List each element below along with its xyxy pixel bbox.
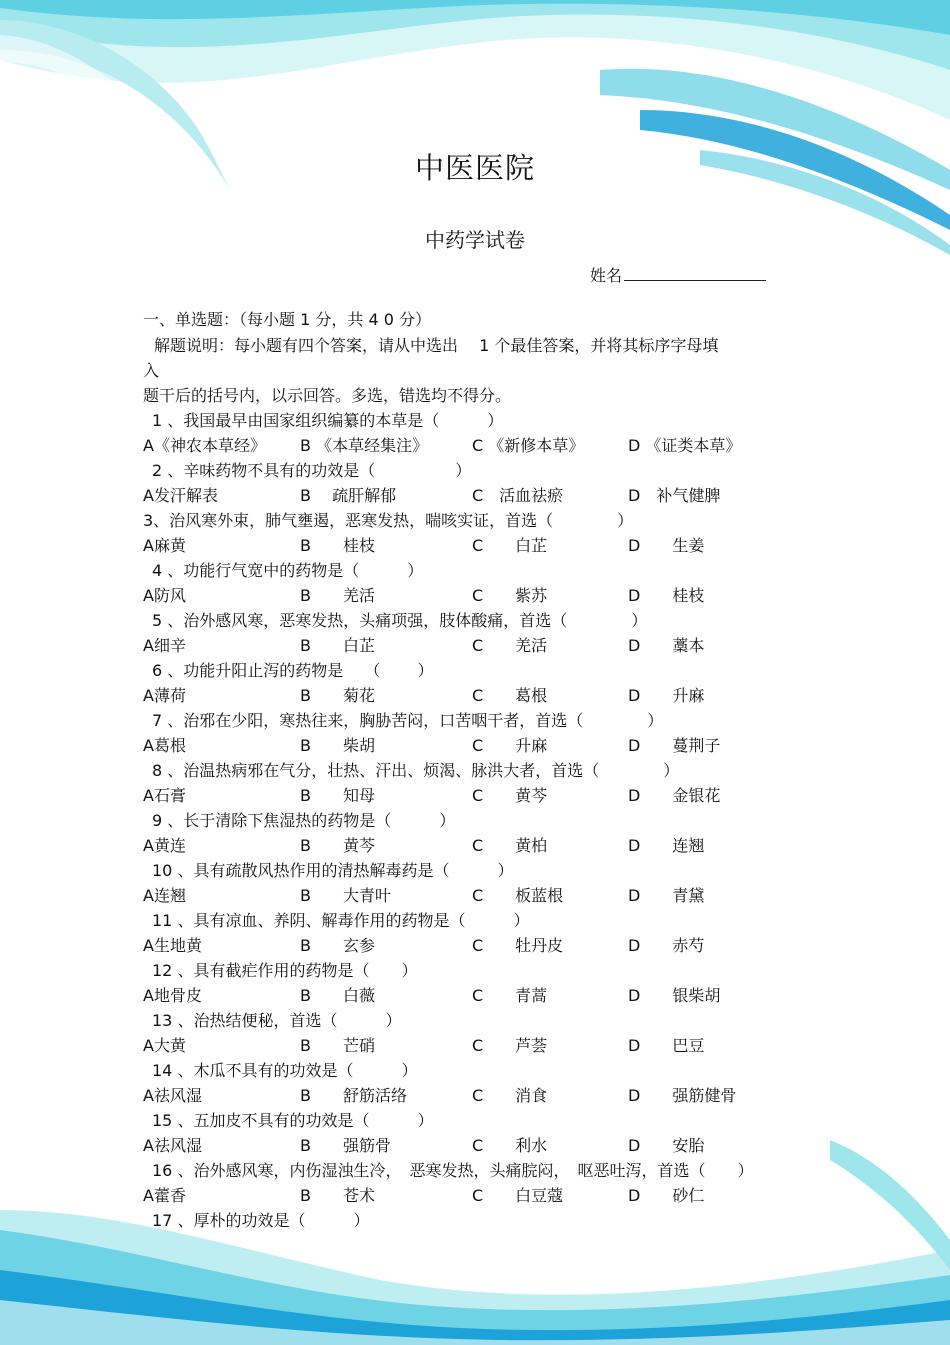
answer-option-a: A生地黄 [143, 936, 202, 955]
answer-option-c: C 黄柏 [472, 836, 548, 855]
answer-option-d: D 赤芍 [628, 936, 705, 955]
instruction-line-3: 题干后的括号内，以示回答。多选，错选均不得分。 [143, 386, 512, 405]
question-stem: 13 、治热结便秘，首选（ ） [152, 1011, 402, 1030]
answer-option-b: B 芒硝 [300, 1036, 375, 1055]
instruction-line-2: 入 [143, 361, 160, 380]
answer-option-d: D 藁本 [628, 636, 705, 655]
answer-option-c: C 白豆蔻 [472, 1186, 564, 1205]
answer-option-a: A祛风湿 [143, 1086, 202, 1105]
answer-option-c: C 升麻 [472, 736, 548, 755]
answer-option-b: B 玄参 [300, 936, 375, 955]
question-stem: 17 、厚朴的功效是（ ） [152, 1211, 370, 1230]
answer-option-d: D 《证类本草》 [628, 436, 742, 455]
instruction-line-1: 解题说明：每小题有四个答案，请从中选出 1 个最佳答案，并将其标序字母填 [154, 336, 719, 355]
answer-option-c: C 青蒿 [472, 986, 548, 1005]
answer-option-c: C 消食 [472, 1086, 548, 1105]
question-stem: 6 、功能升阳止泻的药物是 （ ） [152, 661, 434, 680]
question-stem: 11 、具有凉血、养阴、解毒作用的药物是（ ） [152, 911, 530, 930]
question-stem: 4 、功能行气宽中的药物是（ ） [152, 561, 424, 580]
answer-option-d: D 蔓荆子 [628, 736, 721, 755]
answer-option-d: D 补气健脾 [628, 486, 721, 505]
answer-option-a: A藿香 [143, 1186, 186, 1205]
answer-option-c: C 紫苏 [472, 586, 548, 605]
answer-option-a: A黄连 [143, 836, 186, 855]
answer-option-a: A葛根 [143, 736, 186, 755]
answer-option-d: D 青黛 [628, 886, 705, 905]
question-stem: 16 、治外感风寒，内伤湿浊生冷， 恶寒发热，头痛脘闷， 呕恶吐泻，首选（ ） [152, 1161, 754, 1180]
answer-option-c: C 板蓝根 [472, 886, 564, 905]
question-stem: 3、治风寒外束，肺气壅遏，恶寒发热，喘咳实证，首选（ ） [143, 511, 634, 530]
answer-option-a: A地骨皮 [143, 986, 202, 1005]
answer-option-b: B 大青叶 [300, 886, 391, 905]
question-stem: 9 、长于清除下焦湿热的药物是（ ） [152, 811, 456, 830]
answer-option-d: D 安胎 [628, 1136, 705, 1155]
answer-option-c: C 活血祛瘀 [472, 486, 564, 505]
section-heading: 一、单选题：（每小题 1 分，共 4 0 分） [143, 310, 431, 329]
hospital-title: 中医医院 [414, 151, 535, 185]
answer-option-a: A《神农本草经》 [143, 436, 266, 455]
answer-option-b: B 黄芩 [300, 836, 375, 855]
answer-option-b: B 羌活 [300, 586, 375, 605]
answer-option-b: B 柴胡 [300, 736, 375, 755]
name-field[interactable] [590, 263, 766, 286]
answer-option-b: B 《本草经集注》 [300, 436, 429, 455]
answer-option-a: A防风 [143, 586, 186, 605]
answer-option-a: A发汗解表 [143, 486, 218, 505]
answer-option-c: C 牡丹皮 [472, 936, 564, 955]
answer-option-a: A大黄 [143, 1036, 186, 1055]
exam-subtitle: 中药学试卷 [425, 228, 525, 252]
answer-option-a: A薄荷 [143, 686, 186, 705]
answer-option-b: B 知母 [300, 786, 375, 805]
question-stem: 12 、具有截疟作用的药物是（ ） [152, 961, 418, 980]
answer-option-b: B 苍术 [300, 1186, 375, 1205]
answer-option-a: A石膏 [143, 786, 186, 805]
answer-option-d: D 银柴胡 [628, 986, 721, 1005]
answer-option-d: D 生姜 [628, 536, 705, 555]
answer-option-d: D 连翘 [628, 836, 705, 855]
answer-option-a: A连翘 [143, 886, 186, 905]
answer-option-a: A麻黄 [143, 536, 186, 555]
question-stem: 2 、辛味药物不具有的功效是（ ） [152, 461, 472, 480]
question-stem: 15 、五加皮不具有的功效是（ ） [152, 1111, 434, 1130]
answer-option-c: C 《新修本草》 [472, 436, 585, 455]
question-stem: 8 、治温热病邪在气分，壮热、汗出、烦渴、脉洪大者，首选（ ） [152, 761, 680, 780]
answer-option-b: B 菊花 [300, 686, 375, 705]
name-label: 姓名 [590, 266, 623, 285]
answer-option-c: C 利水 [472, 1136, 548, 1155]
answer-option-a: A细辛 [143, 636, 186, 655]
answer-option-c: C 芦荟 [472, 1036, 548, 1055]
answer-option-b: B 白薇 [300, 986, 375, 1005]
name-blank-line[interactable] [624, 266, 766, 281]
answer-option-b: B 桂枝 [300, 536, 375, 555]
question-stem: 5 、治外感风寒，恶寒发热，头痛项强，肢体酸痛，首选（ ） [152, 611, 648, 630]
answer-option-b: B 白芷 [300, 636, 375, 655]
answer-option-b: B 强筋骨 [300, 1136, 391, 1155]
answer-option-c: C 白芷 [472, 536, 548, 555]
answer-option-c: C 黄芩 [472, 786, 548, 805]
question-stem: 1 、我国最早由国家组织编纂的本草是（ ） [152, 411, 504, 430]
question-stem: 14 、木瓜不具有的功效是（ ） [152, 1061, 418, 1080]
question-stem: 7 、治邪在少阳，寒热往来，胸胁苦闷，口苦咽干者，首选（ ） [152, 711, 664, 730]
answer-option-c: C 葛根 [472, 686, 548, 705]
answer-option-d: D 桂枝 [628, 586, 705, 605]
question-stem: 10 、具有疏散风热作用的清热解毒药是（ ） [152, 861, 514, 880]
answer-option-c: C 羌活 [472, 636, 548, 655]
answer-option-b: B 舒筋活络 [300, 1086, 407, 1105]
answer-option-d: D 金银花 [628, 786, 721, 805]
answer-option-b: B 疏肝解郁 [300, 486, 397, 505]
answer-option-a: A祛风湿 [143, 1136, 202, 1155]
answer-option-d: D 强筋健骨 [628, 1086, 737, 1105]
answer-option-d: D 升麻 [628, 686, 705, 705]
answer-option-d: D 砂仁 [628, 1186, 705, 1205]
answer-option-d: D 巴豆 [628, 1036, 705, 1055]
